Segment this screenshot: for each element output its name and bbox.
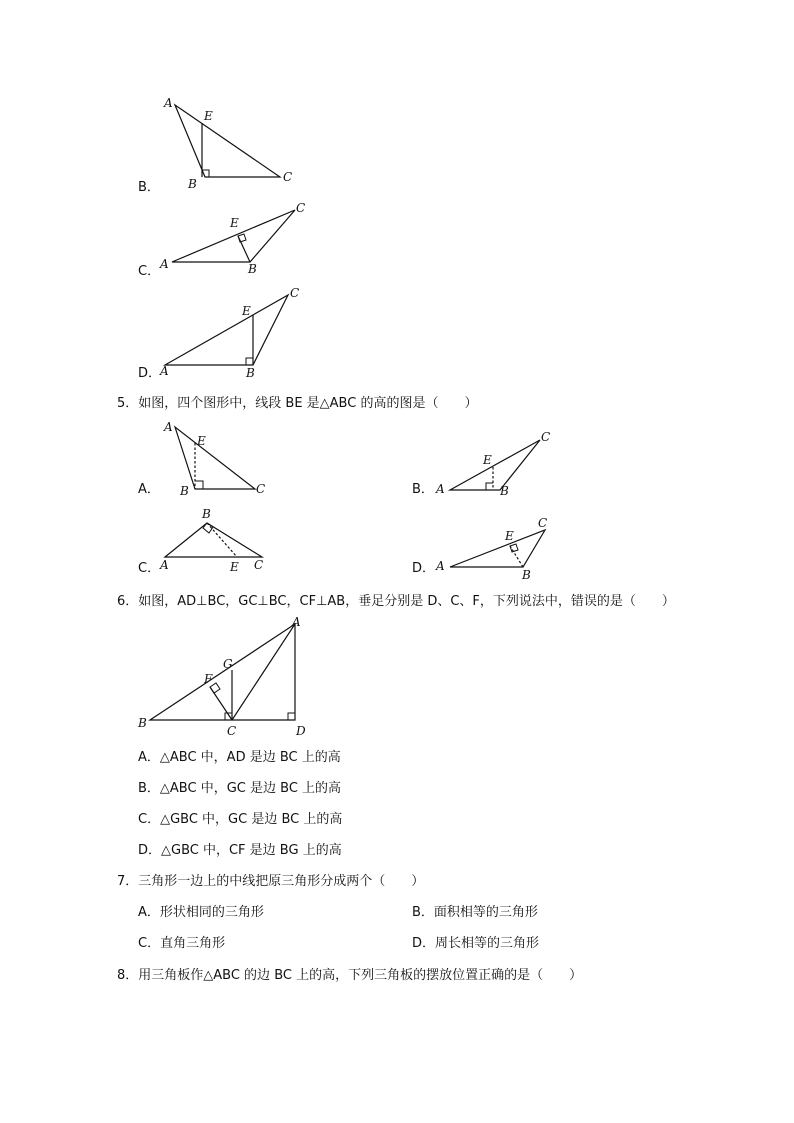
label-b: B (188, 177, 197, 191)
q6-option-d: D．△GBC 中，CF 是边 BG 上的高 (138, 843, 342, 858)
q8-stem: 8．用三角板作△ABC 的边 BC 上的高，下列三角板的摆放位置正确的是（ ） (117, 968, 583, 983)
q4-figure-b (150, 95, 310, 190)
q5-option-a-label: A． (138, 482, 160, 497)
triangle (165, 295, 288, 365)
label-a: A (164, 420, 173, 434)
label-e: E (230, 560, 239, 574)
label-d: D (296, 724, 306, 738)
label-c: C (283, 170, 293, 184)
q4-option-b-label: B． (138, 180, 160, 195)
label-e: E (483, 453, 492, 467)
label-c: C (256, 482, 266, 496)
q7-option-a: A．形状相同的三角形 (138, 905, 264, 920)
label-c: C (296, 201, 306, 215)
label-a: A (436, 482, 445, 496)
label-b: B (248, 262, 257, 276)
label-a: A (160, 364, 169, 378)
q6-figure (135, 612, 335, 742)
right-angle-mark (510, 544, 518, 552)
label-b: B (138, 716, 147, 730)
label-e: E (197, 434, 206, 448)
label-g: G (223, 657, 233, 671)
q5-figure-a (150, 415, 280, 500)
label-a: A (436, 559, 445, 573)
label-e: E (204, 109, 213, 123)
q5-option-b-label: B． (412, 482, 434, 497)
right-angle-mark (486, 483, 493, 490)
q5-option-c-label: C． (138, 561, 161, 576)
q7-option-c: C．直角三角形 (138, 936, 226, 951)
q4-option-c-label: C． (138, 264, 161, 279)
label-c: C (541, 430, 551, 444)
q7-option-b: B．面积相等的三角形 (412, 905, 538, 920)
triangle (165, 523, 262, 557)
label-b: B (246, 366, 255, 380)
q4-option-d-label: D． (138, 366, 162, 381)
q7-stem: 7．三角形一边上的中线把原三角形分成两个（ ） (117, 874, 425, 889)
label-e: E (242, 304, 251, 318)
label-e: E (505, 529, 514, 543)
segment-be (510, 546, 523, 567)
q7-option-d: D．周长相等的三角形 (412, 936, 540, 951)
q4-figure-c (150, 200, 320, 280)
segment-ca (232, 624, 295, 720)
label-b: B (522, 568, 531, 582)
right-angle-mark-d (288, 713, 295, 720)
label-c: C (227, 724, 237, 738)
q6-option-c: C．△GBC 中，GC 是边 BC 上的高 (138, 812, 343, 827)
q6-option-a: A．△ABC 中，AD 是边 BC 上的高 (138, 750, 341, 765)
q6-option-b: B．△ABC 中，GC 是边 BC 上的高 (138, 781, 342, 796)
segment-be (207, 523, 237, 557)
label-b: B (202, 507, 211, 521)
label-f: F (204, 672, 213, 686)
q6-stem: 6．如图，AD⊥BC，GC⊥BC，CF⊥AB，垂足分别是 D、C、F，下列说法中，错误的是（ ） (117, 594, 675, 609)
right-angle-mark (195, 481, 203, 489)
triangle (175, 105, 280, 177)
label-c: C (254, 558, 264, 572)
q5-figure-b (430, 425, 560, 500)
label-a: A (160, 257, 169, 271)
label-c: C (290, 286, 300, 300)
triangle (450, 530, 545, 567)
right-angle-mark (246, 358, 253, 365)
q5-stem: 5．如图，四个图形中，线段 BE 是△ABC 的高的图是（ ） (117, 396, 478, 411)
triangle (450, 440, 540, 490)
q4-figure-d (150, 285, 320, 380)
label-c: C (538, 516, 548, 530)
label-e: E (230, 216, 239, 230)
label-a: A (292, 615, 301, 629)
label-b: B (500, 484, 509, 498)
label-a: A (160, 558, 169, 572)
label-a: A (164, 96, 173, 110)
triangle (175, 427, 255, 489)
label-b: B (180, 484, 189, 498)
q5-figure-d (430, 512, 565, 582)
q5-option-d-label: D． (412, 561, 436, 576)
q5-figure-c (150, 505, 280, 575)
